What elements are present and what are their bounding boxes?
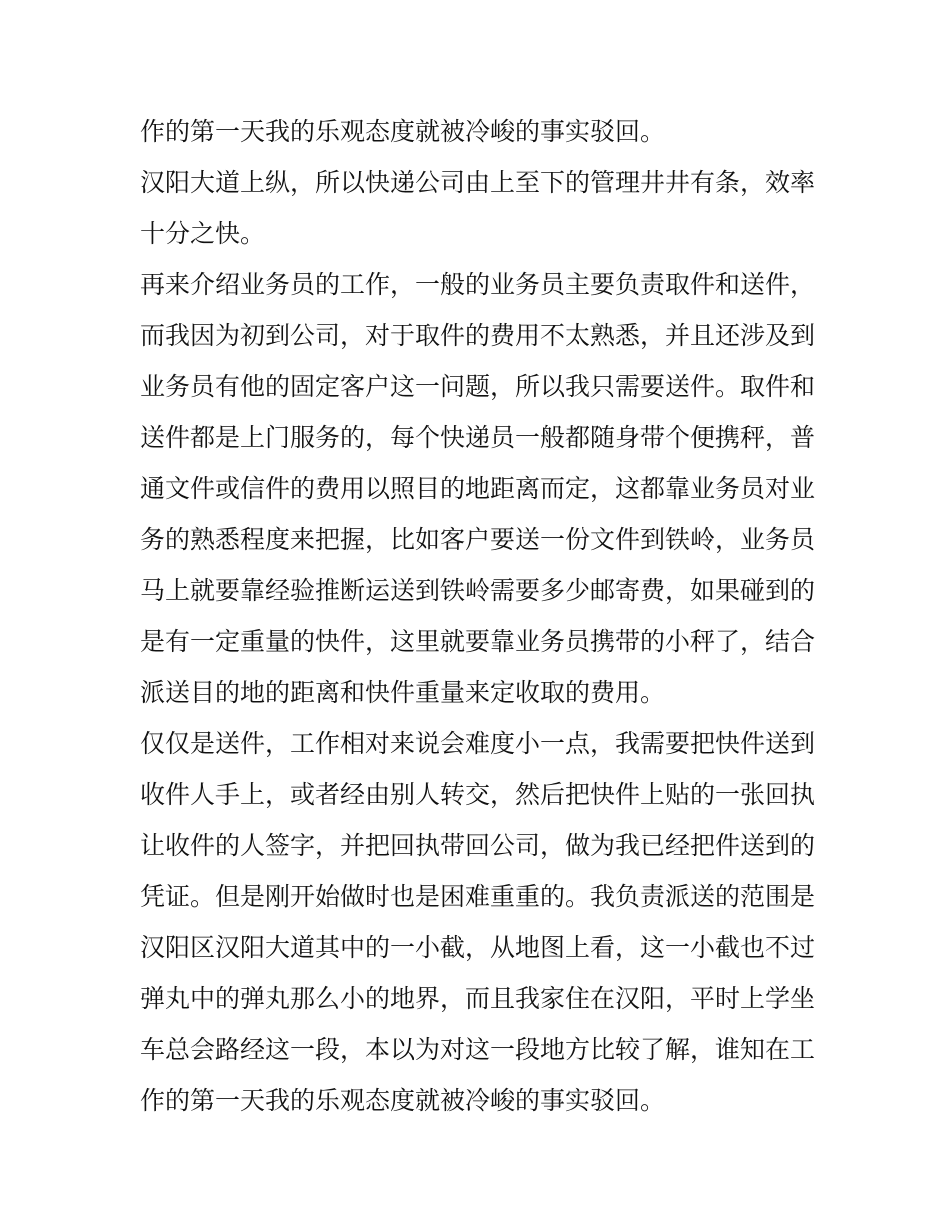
text-line: 凭证。但是刚开始做时也是困难重重的。我负责派送的范围是 [140, 882, 816, 911]
text-line: 让收件的人签字，并把回执带回公司，做为我已经把件送到的 [140, 831, 816, 860]
text-line: 作的第一天我的乐观态度就被冷峻的事实驳回。 [140, 1086, 666, 1115]
text-line: 送件都是上门服务的，每个快递员一般都随身带个便携秤，普 [140, 423, 816, 452]
text-line: 作的第一天我的乐观态度就被冷峻的事实驳回。 [140, 117, 666, 146]
text-line: 通文件或信件的费用以照目的地距离而定，这都靠业务员对业 [140, 474, 816, 503]
text-line: 再来介绍业务员的工作，一般的业务员主要负责取件和送件， [140, 270, 816, 299]
text-line: 车总会路经这一段，本以为对这一段地方比较了解，谁知在工 [140, 1035, 816, 1064]
text-line: 马上就要靠经验推断运送到铁岭需要多少邮寄费，如果碰到的 [140, 576, 816, 605]
text-line: 是有一定重量的快件，这里就要靠业务员携带的小秤了，结合 [140, 627, 816, 656]
text-line: 汉阳大道上纵，所以快递公司由上至下的管理井井有条，效率 [140, 168, 816, 197]
text-line: 十分之快。 [140, 219, 266, 248]
text-line: 而我因为初到公司，对于取件的费用不太熟悉，并且还涉及到 [140, 321, 816, 350]
text-line: 仅仅是送件，工作相对来说会难度小一点，我需要把快件送到 [140, 729, 816, 758]
text-line: 务的熟悉程度来把握，比如客户要送一份文件到铁岭，业务员 [140, 525, 816, 554]
text-line: 收件人手上，或者经由别人转交，然后把快件上贴的一张回执 [140, 780, 816, 809]
document-text [140, 106, 820, 1126]
text-line: 汉阳区汉阳大道其中的一小截，从地图上看，这一小截也不过 [140, 933, 816, 962]
text-line: 弹丸中的弹丸那么小的地界，而且我家住在汉阳，平时上学坐 [140, 984, 816, 1013]
text-line: 业务员有他的固定客户这一问题，所以我只需要送件。取件和 [140, 372, 816, 401]
text-line: 派送目的地的距离和快件重量来定收取的费用。 [140, 678, 666, 707]
